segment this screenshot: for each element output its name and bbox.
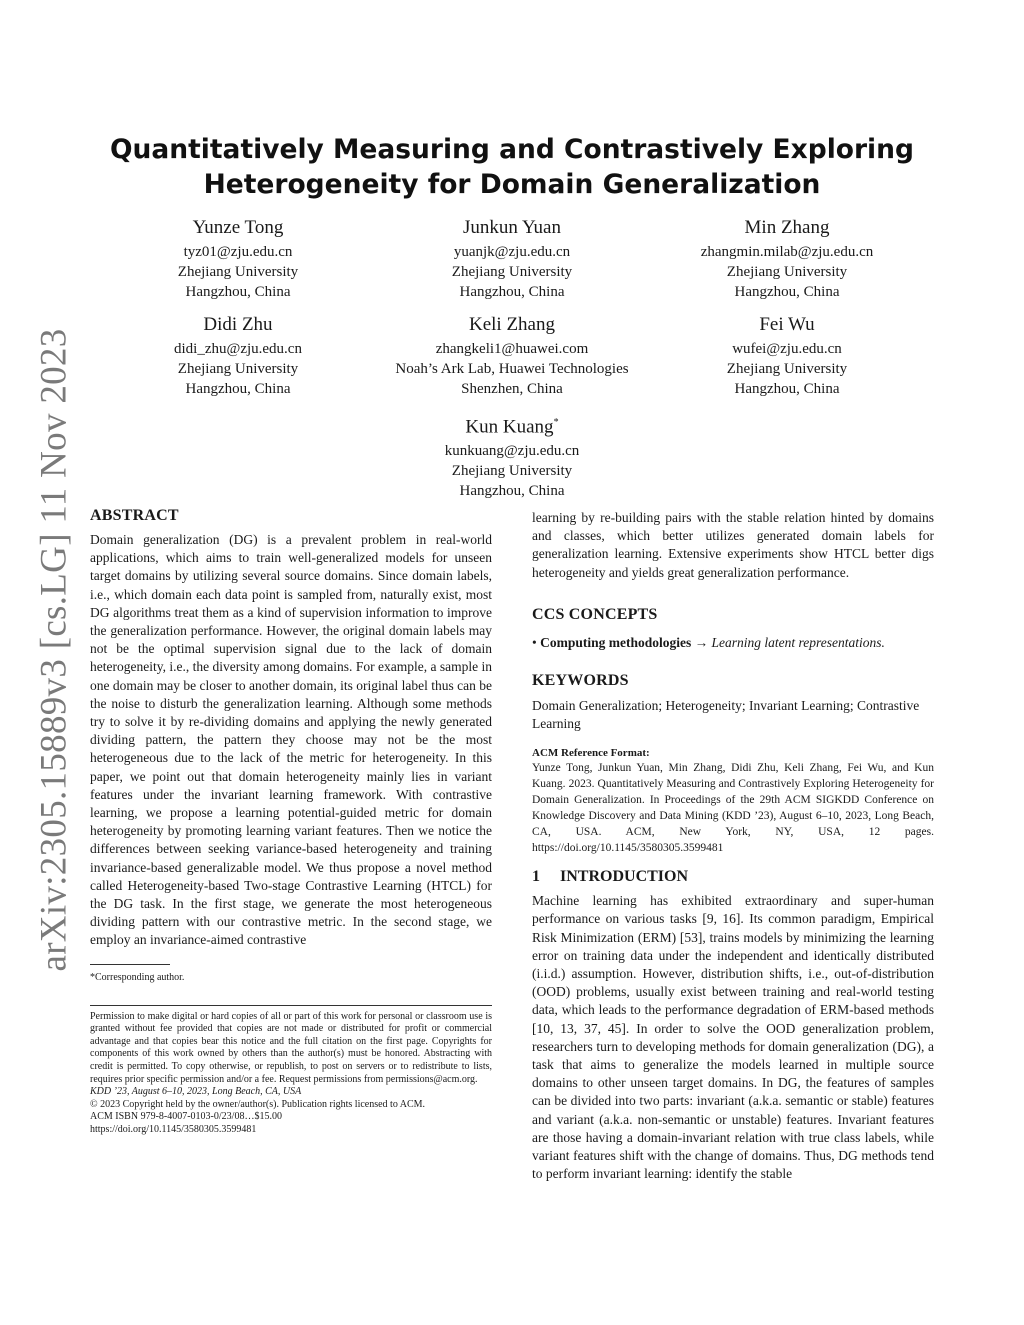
author-affiliation: Zhejiang University [451,264,573,280]
author-location: Hangzhou, China [185,284,291,300]
author-name: Junkun Yuan [463,217,561,238]
permission-divider [90,1005,492,1006]
permission-text: Permission to make digital or hard copies of all or part of this work for personal or classroom use is granted without fee provided that copies are not made or distributed for profit or commercial advantage and that copies bear this notice and the full citation on the first page. Copyrights for components of this work owned by others than the author(s) must be honored. Abstracting with credit is permitted. To copy otherwise, or republish, to post on servers or to redistribute to lists, requires prior specific permission and/or a fee. Request permissions from permissions@acm.org. [90,1010,492,1085]
author-email[interactable]: didi_zhu@zju.edu.cn [174,341,302,357]
author-name: Fei Wu [759,314,815,335]
author-name: Min Zhang [744,217,830,238]
author-name-text: Kun Kuang [465,416,554,438]
introduction-heading [532,866,934,888]
author-location: Hangzhou, China [734,381,840,397]
author-name: Keli Zhang [468,314,555,335]
author-block [642,312,932,399]
abstract-text: Domain generalization (DG) is a prevalent problem in real-world applications, which aims to train well-generalized models for unseen target domains by utilizing several source domains. Since domain labels, i.e., which domain each data point is sampled from, naturally exist, most DG algorithms treat them as a kind of supervision information to improve the generalization performance. However, the original domain labels may not be the optimal supervision signal due to the lack of domain heterogeneity, i.e., the diversity among domains. For example, a sample in one domain may be closer to another domain, its original label thus can be the noise to disturb the generalization learning. Although some methods try to solve it by re-dividing domains and applying the newly generated dividing pattern, the pattern they choose may not be the most heterogeneous due to the lack of the metric for heterogeneity. In this paper, we point out that domain heterogeneity mainly lies in variant features under the invariant learning framework. With contrastive learning, we propose a learning potential-guided metric for domain heterogeneity by promoting learning variant features. Then we notice the differences between seeking variance-based heterogeneity and training invariance-based generalizable model. We thus propose a novel method called Heterogeneity-based Two-stage Contrastive Learning (HTCL) for the DG task. In the first stage, we generate the most heterogeneous dividing pattern with our contrastive metric. In the second stage, we employ an invariance-aimed contrastive [90,532,492,948]
author-location: Hangzhou, China [185,381,291,397]
author-location: Shenzhen, China [461,381,563,397]
author-block [642,215,932,302]
author-email[interactable]: zhangmin.milab@zju.edu.cn [700,244,874,260]
arxiv-identifier: arXiv:2305.15889v3 [cs.LG] 11 Nov 2023 [33,328,75,972]
introduction-text: Machine learning has exhibited extraordinary and super-human performance on various tasks [9, 16]. Its common paradigm, Empirical Risk Minimization (ERM) [53], trains models by minimizing the learning error on training data under the independent and identically distributed (i.i.d.) assumption. However, distribution shifts, i.e., out-of-distribution (OOD) problems, usually exist between training and real-world testing data, which leads to the performance degradation of ERM-based methods [10, 13, 37, 45]. In order to solve the OOD generalization problem, researchers turn to developing methods for domain generalization (DG), a task that aims to generalize the models learned in multiple source domains to other unseen target domains. In DG, the features of samples can be divided into two parts: invariant (a.k.a. semantic or stable) features and variant (a.k.a. non-semantic or unstable) features. Invariant features are those having a domain-invariant relation with true class labels, while variant features shift with the change of domains. Thus, DG methods tend to perform invariant learning: identify the stable [532,893,934,1182]
right-column [532,505,934,1183]
corresponding-mark: * [553,417,559,428]
abstract-continued-text: learning by re-building pairs with the stable relation hinted by domains and classes, which better utilizes generated domain labels for generalization learning. Extensive experiments show HTCL better digs heterogeneity and yields great generalization performance. [532,510,934,580]
ccs-concept-line [532,634,934,652]
author-block [367,410,657,501]
author-name: Yunze Tong [192,217,284,238]
keywords-text: Domain Generalization; Heterogeneity; Invariant Learning; Contrastive Learning [532,697,920,732]
ccs-concept: Computing methodologies [540,634,692,650]
author-name: Didi Zhu [203,314,273,335]
author-block [93,215,383,302]
author-location: Hangzhou, China [459,483,565,500]
doi-link[interactable]: https://doi.org/10.1145/3580305.3599481 [90,1124,257,1136]
author-email[interactable]: yuanjk@zju.edu.cn [453,244,571,260]
section-number: 1 [532,868,540,886]
reference-format-heading: ACM Reference Format: [532,747,650,760]
corresponding-author-note: *Corresponding author. [90,971,185,983]
author-block [367,312,657,399]
author-email[interactable]: tyz01@zju.edu.cn [183,244,293,260]
paper-title-line-1: Quantitatively Measuring and Contrastively Exploring [110,134,914,165]
author-block [93,312,383,399]
author-affiliation: Zhejiang University [177,361,299,377]
copyright-line: © 2023 Copyright held by the owner/author(s). Publication rights licensed to ACM. [90,1098,426,1110]
left-column [90,505,492,1137]
permission-block [90,1011,492,1137]
section-title: INTRODUCTION [560,868,689,886]
paper-title-line-2: Heterogeneity for Domain Generalization [203,169,821,200]
footnote-divider [90,964,170,965]
author-block [367,215,657,302]
reference-format-text: Yunze Tong, Junkun Yuan, Min Zhang, Didi Zhu, Keli Zhang, Fei Wu, and Kun Kuang. 2023. Quantitatively Measuring and Contrastively Exploring Heterogeneity for Domain Generalization. In Proceedings of the 29th ACM SIGKDD Conference on Knowledge Discovery and Data Mining (KDD ’23), August 6–10, 2023, Long Beach, CA, USA. ACM, New York, NY, USA, 12 pages. https://doi.org/10.1145/3580305.3599481 [532,762,934,855]
author-affiliation: Noah’s Ark Lab, Huawei Technologies [395,361,629,377]
conference-venue: KDD ’23, August 6–10, 2023, Long Beach, CA, USA [90,1086,302,1098]
author-affiliation: Zhejiang University [726,264,848,280]
arrow-icon: → [694,634,709,650]
author-email[interactable]: wufei@zju.edu.cn [732,341,842,357]
author-affiliation: Zhejiang University [177,264,299,280]
author-affiliation: Zhejiang University [451,463,573,480]
author-name [367,410,657,440]
paper-title [90,132,934,202]
author-affiliation: Zhejiang University [726,361,848,377]
isbn-line: ACM ISBN 979-8-4007-0103-0/23/08…$15.00 [90,1111,282,1123]
author-location: Hangzhou, China [734,284,840,300]
author-location: Hangzhou, China [459,284,565,300]
ccs-subconcept: Learning latent representations. [711,634,885,650]
bullet: • [532,634,537,650]
keywords-heading: KEYWORDS [532,671,629,689]
abstract-heading: ABSTRACT [90,507,179,524]
author-email[interactable]: kunkuang@zju.edu.cn [444,443,580,460]
ccs-heading: CCS CONCEPTS [532,605,658,623]
author-email[interactable]: zhangkeli1@huawei.com [435,341,589,357]
